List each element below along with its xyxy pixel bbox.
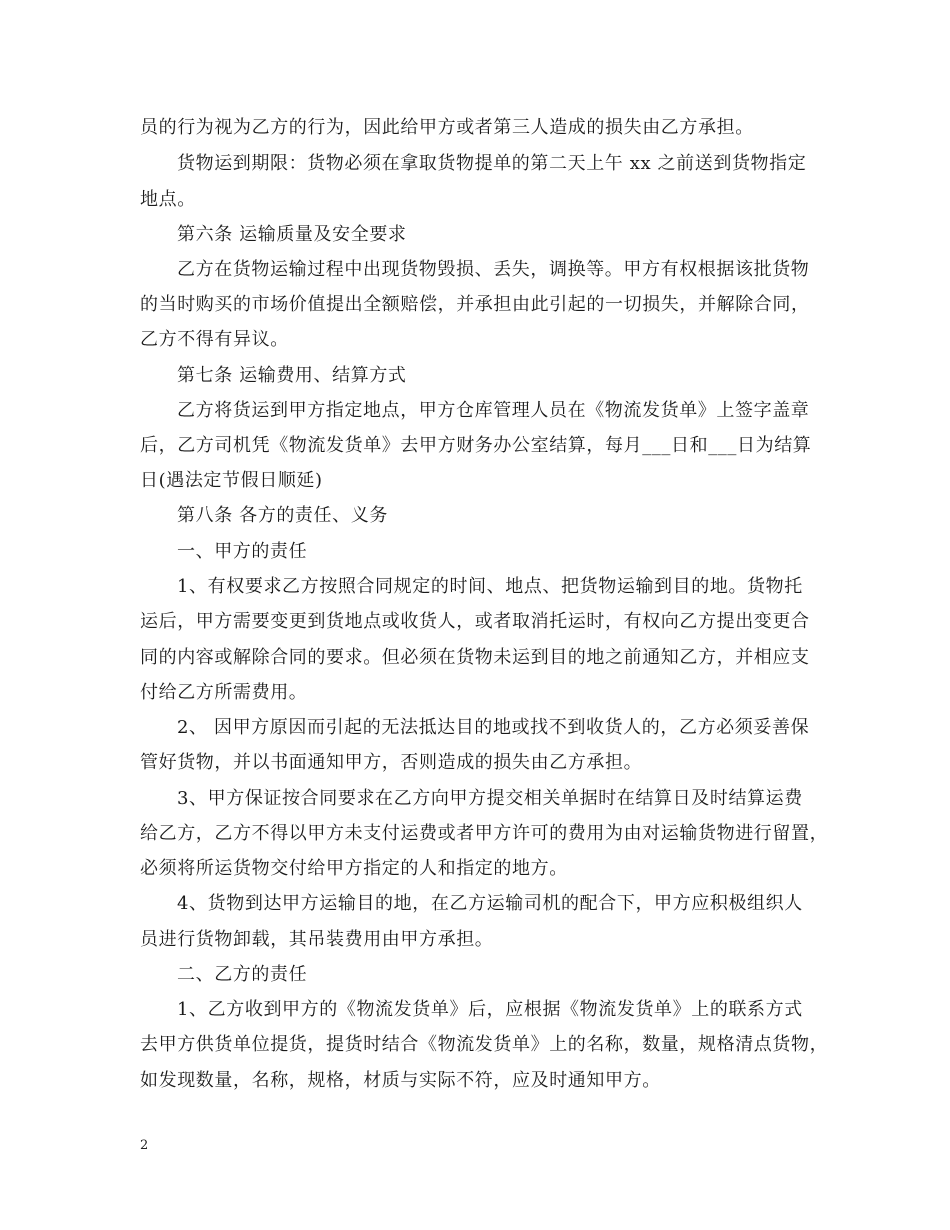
text-line: 如发现数量，名称，规格，材质与实际不符，应及时通知甲方。	[140, 1070, 661, 1091]
text-line: 1、有权要求乙方按照合同规定的时间、地点、把货物运输到目的地。货物托	[177, 576, 803, 597]
text-line: 去甲方供货单位提货，提货时结合《物流发货单》上的名称，数量，规格清点货物，	[140, 1034, 829, 1055]
subsection-heading: 一、甲方的责任	[177, 541, 308, 562]
text-line: 同的内容或解除合同的要求。但必须在货物未运到目的地之前通知乙方，并相应支	[140, 647, 810, 668]
text-line: 乙方将货运到甲方指定地点，甲方仓库管理人员在《物流发货单》上签字盖章	[177, 400, 810, 421]
text-line: 员的行为视为乙方的行为，因此给甲方或者第三人造成的损失由乙方承担。	[140, 117, 754, 138]
text-line: 乙方不得有异议。	[140, 329, 289, 350]
text-line: 地点。	[140, 189, 196, 210]
subsection-heading: 二、乙方的责任	[177, 964, 308, 985]
text-line: 必须将所运货物交付给甲方指定的人和指定的地方。	[140, 858, 568, 879]
text-line: 3、甲方保证按合同要求在乙方向甲方提交相关单据时在结算日及时结算运费	[177, 788, 803, 809]
text-line: 付给乙方所需费用。	[140, 682, 308, 703]
text-line: 管好货物，并以书面通知甲方，否则造成的损失由乙方承担。	[140, 752, 643, 773]
text-line: 日(遇法定节假日顺延)	[140, 470, 323, 491]
section-heading: 第八条 各方的责任、义务	[177, 505, 388, 526]
text-line: 员进行货物卸载，其吊装费用由甲方承担。	[140, 929, 494, 950]
text-line: 4、货物到达甲方运输目的地，在乙方运输司机的配合下，甲方应积极组织人	[177, 893, 803, 914]
text-line: 货物运到期限：货物必须在拿取货物提单的第二天上午 xx 之前送到货物指定	[177, 153, 807, 174]
text-line: 运后，甲方需要变更到货地点或收货人，或者取消托运时，有权向乙方提出变更合	[140, 611, 810, 632]
page-number: 2	[140, 1138, 149, 1153]
text-line: 1、乙方收到甲方的《物流发货单》后，应根据《物流发货单》上的联系方式	[177, 999, 803, 1020]
text-line: 后，乙方司机凭《物流发货单》去甲方财务办公室结算，每月___日和___日为结算	[140, 435, 812, 456]
section-heading: 第六条 运输质量及安全要求	[177, 224, 407, 245]
text-line: 2、 因甲方原因而引起的无法抵达目的地或找不到收货人的，乙方必须妥善保	[177, 717, 810, 738]
text-line: 的当时购买的市场价值提出全额赔偿，并承担由此引起的一切损失，并解除合同，	[140, 294, 810, 315]
text-line: 乙方在货物运输过程中出现货物毁损、丢失，调换等。甲方有权根据该批货物	[177, 259, 810, 280]
text-line: 给乙方，乙方不得以甲方未支付运费或者甲方许可的费用为由对运输货物进行留置，	[140, 823, 829, 844]
section-heading: 第七条 运输费用、结算方式	[177, 365, 407, 386]
